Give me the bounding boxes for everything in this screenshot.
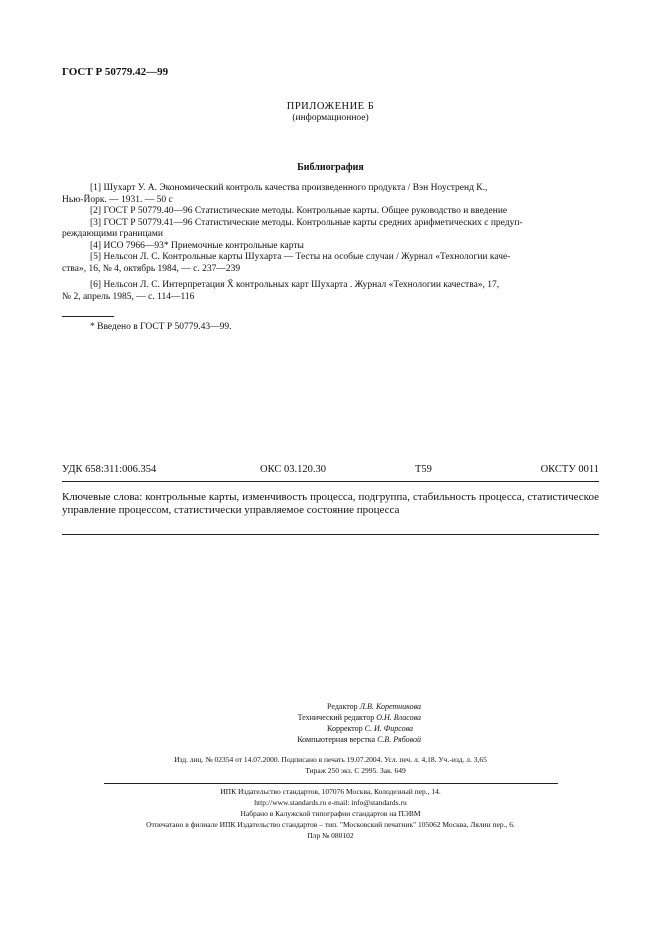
t-code: Т59 bbox=[415, 464, 432, 475]
okstu-code: ОКСТУ 0011 bbox=[540, 464, 599, 475]
bibliography-entry bbox=[62, 252, 599, 275]
editor-label: Редактор bbox=[327, 702, 358, 711]
entry-line: [2] ГОСТ Р 50779.40—96 Статистические методы. Контрольные карты. Общее руководство и введение bbox=[90, 206, 508, 216]
layout-line bbox=[0, 734, 421, 745]
entry-line: [5] Нельсон Л. С. Контрольные карты Шухарта — Тесты на особые случаи / Журнал «Технологии каче- bbox=[90, 252, 511, 262]
keywords: Ключевые слова: контрольные карты, изменчивость процесса, подгруппа, стабильность процесса, статистическое управление процессом, статистически управляемое состояние процесса bbox=[62, 491, 599, 516]
bibliography-entry bbox=[62, 183, 599, 206]
bibliography-list bbox=[62, 183, 599, 303]
entry-line: [6] Нельсон Л. С. Интерпретация X̄ контрольных карт Шухарта . Журнал «Технологии качества», 17, bbox=[90, 280, 500, 290]
editor-line bbox=[0, 701, 421, 712]
appendix-subtitle: (информационное) bbox=[292, 113, 369, 123]
oks-code: ОКС 03.120.30 bbox=[260, 464, 326, 475]
bibliography-entry bbox=[62, 206, 599, 218]
appendix-title: ПРИЛОЖЕНИЕ Б bbox=[286, 101, 375, 112]
bibliography-entry bbox=[62, 218, 599, 241]
footnote-divider bbox=[62, 316, 114, 317]
footnote: * Введено в ГОСТ Р 50779.43—99. bbox=[90, 322, 232, 332]
typeset-line: Набрано в Калужской типографии стандартов на ПЭВМ bbox=[240, 809, 421, 818]
bibliography-entry bbox=[62, 280, 599, 303]
entry-line: № 2, апрель 1985, — с. 114—116 bbox=[62, 291, 195, 302]
entry-line: [4] ИСО 7966—93* Приемочные контрольные карты bbox=[90, 240, 304, 251]
web-link[interactable]: http://www.standards.ru e-mail: info@standards.ru bbox=[254, 798, 407, 807]
tech-editor-name: О.Н. Власова bbox=[376, 713, 421, 722]
bottom-divider bbox=[62, 534, 599, 535]
entry-line: [1] Шухарт У. А. Экономический контроль качества произведенного продукта / Вэн Ноустренд К., bbox=[90, 183, 488, 193]
corrector-name: С. И. Фирсова bbox=[364, 724, 413, 733]
entry-line: Нью-Йорк. — 1931. — 50 с bbox=[62, 194, 173, 205]
corrector-line bbox=[0, 723, 421, 734]
printed-line: Отпечатано в филиале ИПК Издательство стандартов – тип. "Московский печатник" 105062 Москва, Лялин пер., 6. bbox=[146, 820, 515, 829]
entry-line: реждающими границами bbox=[62, 229, 163, 239]
license-line: Изд. лиц. № 02354 от 14.07.2000. Подписано в печать 19.07.2004. Усл. печ. л. 4,18. Уч.-изд. л. 3,65 bbox=[174, 755, 487, 764]
corrector-label: Корректор bbox=[327, 724, 363, 733]
print-run-line: Тираж 250 экз. С 2995. Зак. 649 bbox=[305, 766, 406, 775]
top-divider bbox=[62, 481, 599, 482]
imprint-divider bbox=[104, 783, 558, 784]
tech-editor-label: Технический редактор bbox=[297, 713, 375, 722]
bibliography-entry bbox=[62, 241, 599, 253]
layout-name: С.В. Рябовой bbox=[377, 735, 421, 744]
udk-code: УДК 658:311:006.354 bbox=[62, 464, 157, 475]
tech-editor-line bbox=[0, 712, 421, 723]
bibliography-title: Библиография bbox=[297, 162, 364, 173]
layout-label: Компьютерная верстка bbox=[297, 735, 376, 744]
imprint-credits bbox=[0, 701, 421, 745]
entry-line: [3] ГОСТ Р 50779.41—96 Статистические методы. Контрольные карты средних арифметических с предуп- bbox=[90, 217, 523, 228]
publisher-line: ИПК Издательство стандартов, 107076 Москва, Колодезный пер., 14. bbox=[220, 787, 441, 796]
editor-name: Л.В. Коретникова bbox=[359, 702, 421, 711]
document-header: ГОСТ Р 50779.42—99 bbox=[62, 66, 169, 78]
entry-line: ства», 16, № 4, октябрь 1984, — с. 237—239 bbox=[62, 263, 241, 274]
plr-line: Плр № 080102 bbox=[307, 831, 354, 840]
